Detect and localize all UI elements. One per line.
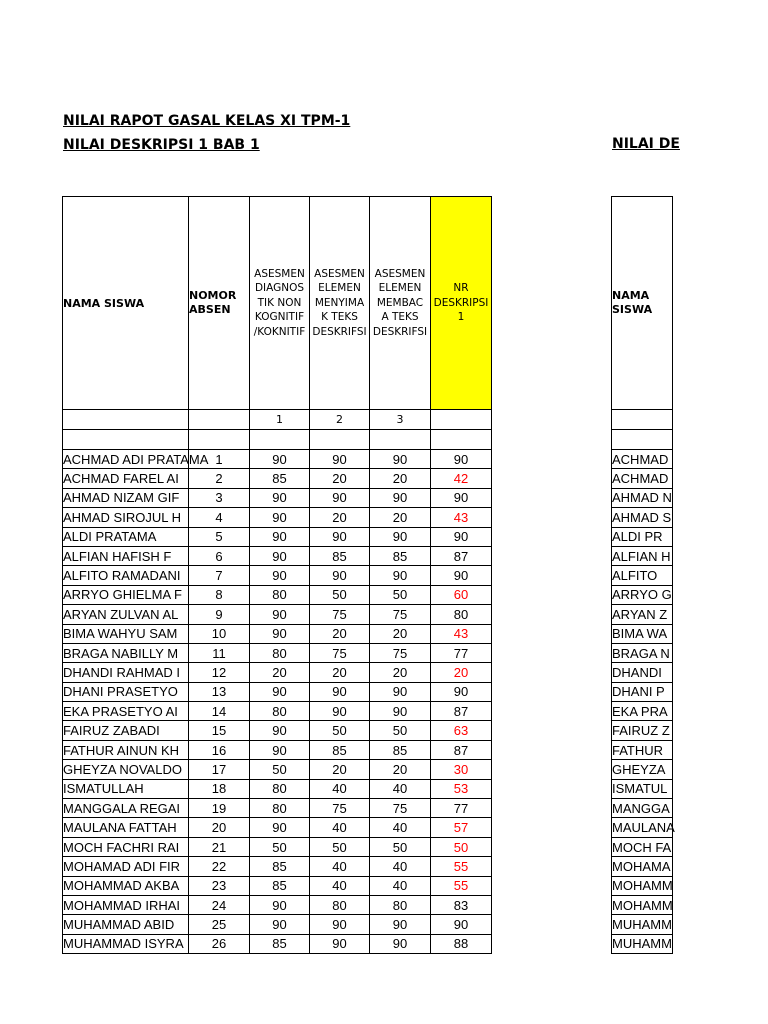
student-name-cell: ISMATULLAH [63, 779, 189, 798]
right-student-name-cell: FATHUR [612, 740, 673, 759]
table-row [63, 799, 492, 818]
score-diagnostik-cell: 90 [250, 546, 310, 565]
absen-number-cell: 22 [189, 857, 250, 876]
right-student-name-cell: MOHAMM [612, 876, 673, 895]
right-student-name-cell: AHMAD N [612, 488, 673, 507]
table-row [63, 605, 492, 624]
table-row [612, 818, 673, 837]
right-student-name-cell: MUHAMM [612, 934, 673, 953]
score-membaca-cell: 20 [370, 508, 431, 527]
table-row [63, 857, 492, 876]
student-name-cell: ARYAN ZULVAN AL [63, 605, 189, 624]
absen-number-cell: 9 [189, 605, 250, 624]
table-row [63, 663, 492, 682]
table-row [612, 624, 673, 643]
absen-number-cell: 1 [189, 450, 250, 469]
score-menyimak-cell: 75 [310, 605, 370, 624]
absen-number-cell: 13 [189, 682, 250, 701]
score-diagnostik-cell: 90 [250, 915, 310, 934]
right-section-title-clip [612, 136, 680, 156]
table-row [612, 837, 673, 856]
score-diagnostik-cell: 90 [250, 818, 310, 837]
table-row [63, 566, 492, 585]
absen-number-cell: 8 [189, 585, 250, 604]
table-row [63, 934, 492, 953]
student-name-cell: DHANDI RAHMAD I [63, 663, 189, 682]
student-name-cell: MANGGALA REGAI [63, 799, 189, 818]
right-student-name-cell: ARRYO G [612, 585, 673, 604]
absen-number-cell: 25 [189, 915, 250, 934]
right-student-name-cell: EKA PRA [612, 702, 673, 721]
right-student-name-cell: MAULANA [612, 818, 673, 837]
score-membaca-cell: 40 [370, 876, 431, 895]
right-student-name-cell: MOHAMM [612, 895, 673, 914]
score-membaca-cell: 40 [370, 818, 431, 837]
score-membaca-cell: 40 [370, 857, 431, 876]
table-row [63, 682, 492, 701]
score-membaca-cell: 50 [370, 585, 431, 604]
score-menyimak-cell: 50 [310, 585, 370, 604]
table-row [63, 469, 492, 488]
student-name-cell: MOHAMAD ADI FIR [63, 857, 189, 876]
right-student-name-cell: FAIRUZ Z [612, 721, 673, 740]
right-header-nama-siswa: NAMA SISWA [612, 197, 673, 410]
absen-number-cell: 24 [189, 895, 250, 914]
student-name-cell: ALFIAN HAFISH F [63, 546, 189, 565]
score-diagnostik-cell: 80 [250, 799, 310, 818]
header-nama-siswa: NAMA SISWA [63, 197, 189, 410]
score-membaca-cell: 85 [370, 546, 431, 565]
student-name-cell: FATHUR AINUN KH [63, 740, 189, 759]
table-row [63, 876, 492, 895]
student-name-cell: MAULANA FATTAH [63, 818, 189, 837]
right-student-name-cell: MANGGA [612, 799, 673, 818]
score-membaca-cell: 50 [370, 837, 431, 856]
table-row [612, 663, 673, 682]
table-row [63, 915, 492, 934]
nr-deskripsi-cell: 20 [431, 663, 492, 682]
table-row [612, 760, 673, 779]
score-menyimak-cell: 75 [310, 643, 370, 662]
score-membaca-cell: 50 [370, 721, 431, 740]
absen-number-cell: 4 [189, 508, 250, 527]
table-row [612, 682, 673, 701]
score-membaca-cell: 80 [370, 895, 431, 914]
right-header-row [612, 197, 673, 410]
table-row [63, 702, 492, 721]
score-menyimak-cell: 90 [310, 527, 370, 546]
right-student-name-cell: MOCH FA [612, 837, 673, 856]
score-menyimak-cell: 90 [310, 915, 370, 934]
table-row [612, 450, 673, 469]
absen-number-cell: 12 [189, 663, 250, 682]
score-diagnostik-cell: 80 [250, 779, 310, 798]
right-student-name-cell: ALDI PR [612, 527, 673, 546]
score-diagnostik-cell: 85 [250, 469, 310, 488]
table-row [612, 643, 673, 662]
score-menyimak-cell: 20 [310, 624, 370, 643]
score-diagnostik-cell: 90 [250, 566, 310, 585]
student-name-cell: GHEYZA NOVALDO [63, 760, 189, 779]
nr-deskripsi-cell: 80 [431, 605, 492, 624]
score-diagnostik-cell: 90 [250, 895, 310, 914]
right-student-name-cell: DHANI P [612, 682, 673, 701]
grades-table [62, 196, 492, 954]
score-menyimak-cell: 50 [310, 721, 370, 740]
score-diagnostik-cell: 90 [250, 682, 310, 701]
column-number-row [63, 410, 492, 430]
score-menyimak-cell: 20 [310, 663, 370, 682]
score-membaca-cell: 20 [370, 760, 431, 779]
header-asesmen-menyimak: ASESMEN ELEMEN MENYIMA K TEKS DESKRIFSI [310, 197, 370, 410]
student-name-cell: MOCH FACHRI RAI [63, 837, 189, 856]
absen-number-cell: 18 [189, 779, 250, 798]
score-menyimak-cell: 85 [310, 546, 370, 565]
table-row [63, 721, 492, 740]
table-row [612, 469, 673, 488]
nr-deskripsi-cell: 83 [431, 895, 492, 914]
student-name-cell: MOHAMMAD AKBA [63, 876, 189, 895]
right-student-name-cell: BIMA WA [612, 624, 673, 643]
student-name-cell: MUHAMMAD ABID [63, 915, 189, 934]
score-membaca-cell: 85 [370, 740, 431, 759]
score-menyimak-cell: 90 [310, 934, 370, 953]
table-row [63, 740, 492, 759]
student-name-cell: FAIRUZ ZABADI [63, 721, 189, 740]
score-diagnostik-cell: 90 [250, 740, 310, 759]
absen-number-cell: 2 [189, 469, 250, 488]
score-diagnostik-cell: 80 [250, 643, 310, 662]
score-membaca-cell: 20 [370, 663, 431, 682]
absen-number-cell: 20 [189, 818, 250, 837]
score-menyimak-cell: 20 [310, 469, 370, 488]
score-menyimak-cell: 40 [310, 779, 370, 798]
absen-number-cell: 11 [189, 643, 250, 662]
score-menyimak-cell: 80 [310, 895, 370, 914]
table-row [63, 779, 492, 798]
score-diagnostik-cell: 85 [250, 857, 310, 876]
student-name-cell: BRAGA NABILLY M [63, 643, 189, 662]
page-title: NILAI RAPOT GASAL KELAS XI TPM-1 [63, 113, 351, 129]
nr-deskripsi-cell: 90 [431, 566, 492, 585]
header-asesmen-membaca: ASESMEN ELEMEN MEMBAC A TEKS DESKRIFSI [370, 197, 431, 410]
score-diagnostik-cell: 90 [250, 450, 310, 469]
header-nr-deskripsi: NR DESKRIPSI 1 [431, 197, 492, 410]
nr-deskripsi-cell: 53 [431, 779, 492, 798]
table-row [612, 895, 673, 914]
nr-deskripsi-cell: 63 [431, 721, 492, 740]
score-diagnostik-cell: 90 [250, 605, 310, 624]
nr-deskripsi-cell: 77 [431, 643, 492, 662]
student-name-cell: MOHAMMAD IRHAI [63, 895, 189, 914]
absen-number-cell: 15 [189, 721, 250, 740]
score-menyimak-cell: 75 [310, 799, 370, 818]
absen-number-cell: 26 [189, 934, 250, 953]
table-row [63, 488, 492, 507]
right-student-name-cell: GHEYZA [612, 760, 673, 779]
student-name-cell: MUHAMMAD ISYRA [63, 934, 189, 953]
nr-deskripsi-cell: 87 [431, 740, 492, 759]
table-row [63, 818, 492, 837]
nr-deskripsi-cell: 90 [431, 450, 492, 469]
score-diagnostik-cell: 90 [250, 488, 310, 507]
score-diagnostik-cell: 90 [250, 721, 310, 740]
nr-deskripsi-cell: 50 [431, 837, 492, 856]
score-diagnostik-cell: 80 [250, 585, 310, 604]
table-row [612, 857, 673, 876]
right-student-name-cell: ARYAN Z [612, 605, 673, 624]
score-diagnostik-cell: 50 [250, 760, 310, 779]
score-diagnostik-cell: 85 [250, 876, 310, 895]
score-menyimak-cell: 90 [310, 682, 370, 701]
absen-number-cell: 10 [189, 624, 250, 643]
right-student-name-cell: MOHAMA [612, 857, 673, 876]
score-membaca-cell: 40 [370, 779, 431, 798]
right-student-name-cell: ISMATUL [612, 779, 673, 798]
header-asesmen-diagnostik: ASESMEN DIAGNOS TIK NON KOGNITIF /KOKNITIF [250, 197, 310, 410]
score-membaca-cell: 90 [370, 702, 431, 721]
absen-number-cell: 7 [189, 566, 250, 585]
table-row [612, 779, 673, 798]
student-name-cell: ACHMAD FAREL AI [63, 469, 189, 488]
score-diagnostik-cell: 90 [250, 508, 310, 527]
score-diagnostik-cell: 20 [250, 663, 310, 682]
nr-deskripsi-cell: 90 [431, 682, 492, 701]
score-membaca-cell: 75 [370, 799, 431, 818]
right-section-title: NILAI DE [612, 136, 680, 152]
nr-deskripsi-cell: 30 [431, 760, 492, 779]
score-diagnostik-cell: 50 [250, 837, 310, 856]
score-diagnostik-cell: 90 [250, 624, 310, 643]
nr-deskripsi-cell: 60 [431, 585, 492, 604]
table-row [63, 585, 492, 604]
score-membaca-cell: 75 [370, 643, 431, 662]
absen-number-cell: 19 [189, 799, 250, 818]
absen-number-cell: 21 [189, 837, 250, 856]
table-row [612, 527, 673, 546]
score-membaca-cell: 90 [370, 450, 431, 469]
right-student-name-cell: ACHMAD [612, 450, 673, 469]
nr-deskripsi-cell: 88 [431, 934, 492, 953]
table-row [63, 895, 492, 914]
nr-deskripsi-cell: 57 [431, 818, 492, 837]
nr-deskripsi-cell: 90 [431, 488, 492, 507]
right-student-name-cell: BRAGA N [612, 643, 673, 662]
student-name-cell: AHMAD SIROJUL H [63, 508, 189, 527]
student-name-cell: BIMA WAHYU SAM [63, 624, 189, 643]
score-membaca-cell: 90 [370, 915, 431, 934]
column-number-3: 3 [370, 410, 431, 430]
table-row [612, 605, 673, 624]
absen-number-cell: 14 [189, 702, 250, 721]
nr-deskripsi-cell: 90 [431, 915, 492, 934]
score-diagnostik-cell: 85 [250, 934, 310, 953]
student-name-cell: ACHMAD ADI PRATAMA [63, 450, 189, 469]
header-row [63, 197, 492, 410]
table-row [63, 624, 492, 643]
table-row [612, 915, 673, 934]
right-student-name-cell: MUHAMM [612, 915, 673, 934]
score-menyimak-cell: 85 [310, 740, 370, 759]
table-row [63, 450, 492, 469]
table-row [612, 585, 673, 604]
table-row [63, 643, 492, 662]
absen-number-cell: 3 [189, 488, 250, 507]
score-membaca-cell: 75 [370, 605, 431, 624]
table-row [612, 488, 673, 507]
table-row [63, 546, 492, 565]
nr-deskripsi-cell: 87 [431, 546, 492, 565]
table-row [612, 876, 673, 895]
nr-deskripsi-cell: 42 [431, 469, 492, 488]
score-membaca-cell: 90 [370, 488, 431, 507]
score-menyimak-cell: 20 [310, 508, 370, 527]
right-grades-table [611, 196, 673, 954]
score-menyimak-cell: 90 [310, 488, 370, 507]
score-menyimak-cell: 90 [310, 450, 370, 469]
nr-deskripsi-cell: 77 [431, 799, 492, 818]
table-row [63, 508, 492, 527]
student-name-cell: ALFITO RAMADANI [63, 566, 189, 585]
score-membaca-cell: 90 [370, 566, 431, 585]
table-row [63, 527, 492, 546]
nr-deskripsi-cell: 87 [431, 702, 492, 721]
score-menyimak-cell: 40 [310, 876, 370, 895]
table-row [612, 934, 673, 953]
table-row [612, 702, 673, 721]
student-name-cell: DHANI PRASETYO [63, 682, 189, 701]
nr-deskripsi-cell: 43 [431, 624, 492, 643]
table-row [612, 721, 673, 740]
score-menyimak-cell: 90 [310, 566, 370, 585]
score-menyimak-cell: 50 [310, 837, 370, 856]
score-membaca-cell: 90 [370, 527, 431, 546]
score-membaca-cell: 20 [370, 624, 431, 643]
nr-deskripsi-cell: 90 [431, 527, 492, 546]
student-name-cell: ALDI PRATAMA [63, 527, 189, 546]
right-student-name-cell: AHMAD S [612, 508, 673, 527]
score-diagnostik-cell: 80 [250, 702, 310, 721]
absen-number-cell: 5 [189, 527, 250, 546]
right-student-name-cell: ACHMAD [612, 469, 673, 488]
column-number-2: 2 [310, 410, 370, 430]
header-nomor-absen: NOMOR ABSEN [189, 197, 250, 410]
table-row [63, 760, 492, 779]
score-diagnostik-cell: 90 [250, 527, 310, 546]
table-row [612, 566, 673, 585]
score-menyimak-cell: 90 [310, 702, 370, 721]
absen-number-cell: 16 [189, 740, 250, 759]
score-membaca-cell: 20 [370, 469, 431, 488]
score-menyimak-cell: 40 [310, 857, 370, 876]
score-menyimak-cell: 40 [310, 818, 370, 837]
absen-number-cell: 6 [189, 546, 250, 565]
right-student-name-cell: ALFITO [612, 566, 673, 585]
score-membaca-cell: 90 [370, 934, 431, 953]
column-number-1: 1 [250, 410, 310, 430]
table-row [612, 799, 673, 818]
table-row [612, 740, 673, 759]
score-membaca-cell: 90 [370, 682, 431, 701]
student-name-cell: ARRYO GHIELMA F [63, 585, 189, 604]
table-row [63, 837, 492, 856]
nr-deskripsi-cell: 43 [431, 508, 492, 527]
score-menyimak-cell: 20 [310, 760, 370, 779]
student-name-cell: AHMAD NIZAM GIF [63, 488, 189, 507]
absen-number-cell: 23 [189, 876, 250, 895]
table-row [612, 546, 673, 565]
table-row [612, 508, 673, 527]
right-student-name-cell: ALFIAN H [612, 546, 673, 565]
section-title: NILAI DESKRIPSI 1 BAB 1 [63, 137, 260, 153]
nr-deskripsi-cell: 55 [431, 857, 492, 876]
right-student-name-cell: DHANDI [612, 663, 673, 682]
blank-row [63, 430, 492, 450]
nr-deskripsi-cell: 55 [431, 876, 492, 895]
absen-number-cell: 17 [189, 760, 250, 779]
student-name-cell: EKA PRASETYO AI [63, 702, 189, 721]
